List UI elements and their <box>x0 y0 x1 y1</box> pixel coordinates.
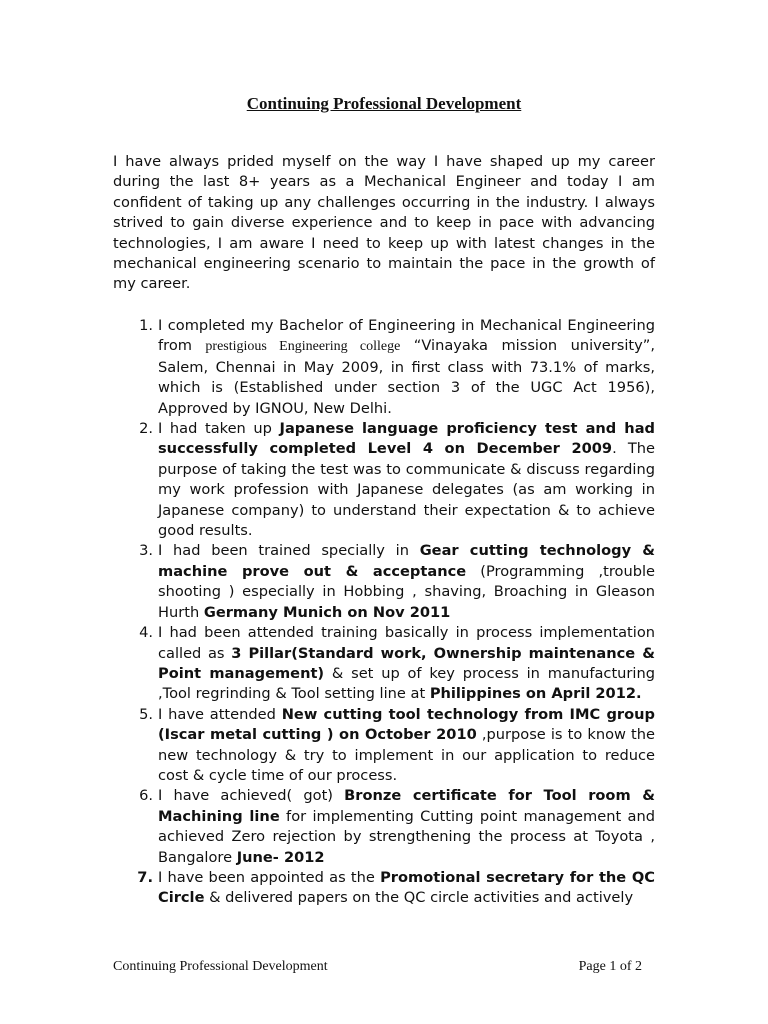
list-item-text: I had taken up <box>158 420 280 438</box>
page-number: Page 1 of 2 <box>578 959 642 974</box>
list-item-text: . The purpose of taking the test was to communicate & discuss regarding my work profession with Japanese delegates (as am working in Japanese company) to understand their expectation & to achieve good results. <box>158 440 656 540</box>
list-item-number: 2. <box>139 420 153 438</box>
list-item <box>113 623 655 705</box>
list-item-bold-text: 3 Pillar(Standard work, Ownership maintenance & Point management) <box>158 644 655 682</box>
footer-title: Continuing Professional Development <box>113 959 328 974</box>
list-item-text: I had been trained specially in <box>158 542 420 560</box>
list-item-text: I have been appointed as the <box>158 868 381 886</box>
list-item <box>113 705 655 787</box>
list-item-text: (Programming ,trouble shooting ) especially in Hobbing , shaving, Broaching in Gleason Hurth <box>158 562 655 621</box>
list-item-number: 3. <box>139 542 153 560</box>
list-item-bold-text: New cutting tool technology from IMC group (Iscar metal cutting ) on October 2010 <box>158 705 655 744</box>
list-item-text: “Vinayaka mission university”, Salem, Chennai in May 2009, in first class with 73.1% of marks, which is (Established under section 3 of the UGC Act 1956), Approved by IGNOU, New Delhi. <box>158 337 655 417</box>
list-item-bold-text: Philippines on April 2012. <box>429 685 642 703</box>
intro-paragraph: I have always prided myself on the way I have shaped up my career during the last 8+ years as a Mechanical Engineer and today I am confident of taking up any challenges occurring in the industry. I always strived to gain diverse experience and to keep in pace with advancing technologies, I am aware I need to keep up with latest changes in the mechanical engineering scenario to maintain the pace in the growth of my career. <box>113 153 655 293</box>
list-item <box>113 868 655 909</box>
list-item-number: 5. <box>139 705 153 723</box>
list-item-bold-text: Japanese language proficiency test and had successfully completed Level 4 on December 2009 <box>158 420 655 458</box>
list-item <box>113 316 655 419</box>
list-item <box>113 541 655 623</box>
list-item-bold-text: Promotional secretary for the QC Circle <box>158 868 655 907</box>
list-item-text: & set up of key process in manufacturing ,Tool regrinding & Tool setting line at <box>158 664 655 703</box>
page-title: Continuing Professional Development <box>246 94 522 113</box>
list-item-bold-text: June- 2012 <box>236 848 325 866</box>
list-item <box>113 786 655 868</box>
list-item-text: prestigious Engineering college <box>205 339 401 355</box>
list-item-text: ,purpose is to know the new technology & try to implement in our application to reduce cost & cycle time of our process. <box>158 726 655 784</box>
list-item-number: 6. <box>139 787 153 805</box>
list-item-number: 1. <box>139 317 153 334</box>
list-item <box>113 419 655 541</box>
list-item-number: 4. <box>139 624 153 642</box>
list-item-text: I have achieved( got) <box>158 787 345 805</box>
list-item-bold-text: Gear cutting technology & machine prove out & acceptance <box>158 542 655 580</box>
list-item-bold-text: Bronze certificate for Tool room & Machining line <box>158 787 655 825</box>
list-item-text: I had been attended training basically in process implementation called as <box>158 624 655 662</box>
list-item-text: I completed my Bachelor of Engineering in Mechanical Engineering from <box>158 317 655 355</box>
list-item-number: 7. <box>137 868 153 886</box>
list-item-text: for implementing Cutting point management and achieved Zero rejection by strengthening the process at Toyota , Bangalore <box>158 807 655 866</box>
list-item-text: & delivered papers on the QC circle activities and actively <box>204 889 634 907</box>
list-item-text: I have attended <box>158 705 282 723</box>
achievements-list <box>113 316 655 909</box>
page-footer <box>113 959 642 975</box>
list-item-bold-text: Germany Munich on Nov 2011 <box>203 603 451 621</box>
